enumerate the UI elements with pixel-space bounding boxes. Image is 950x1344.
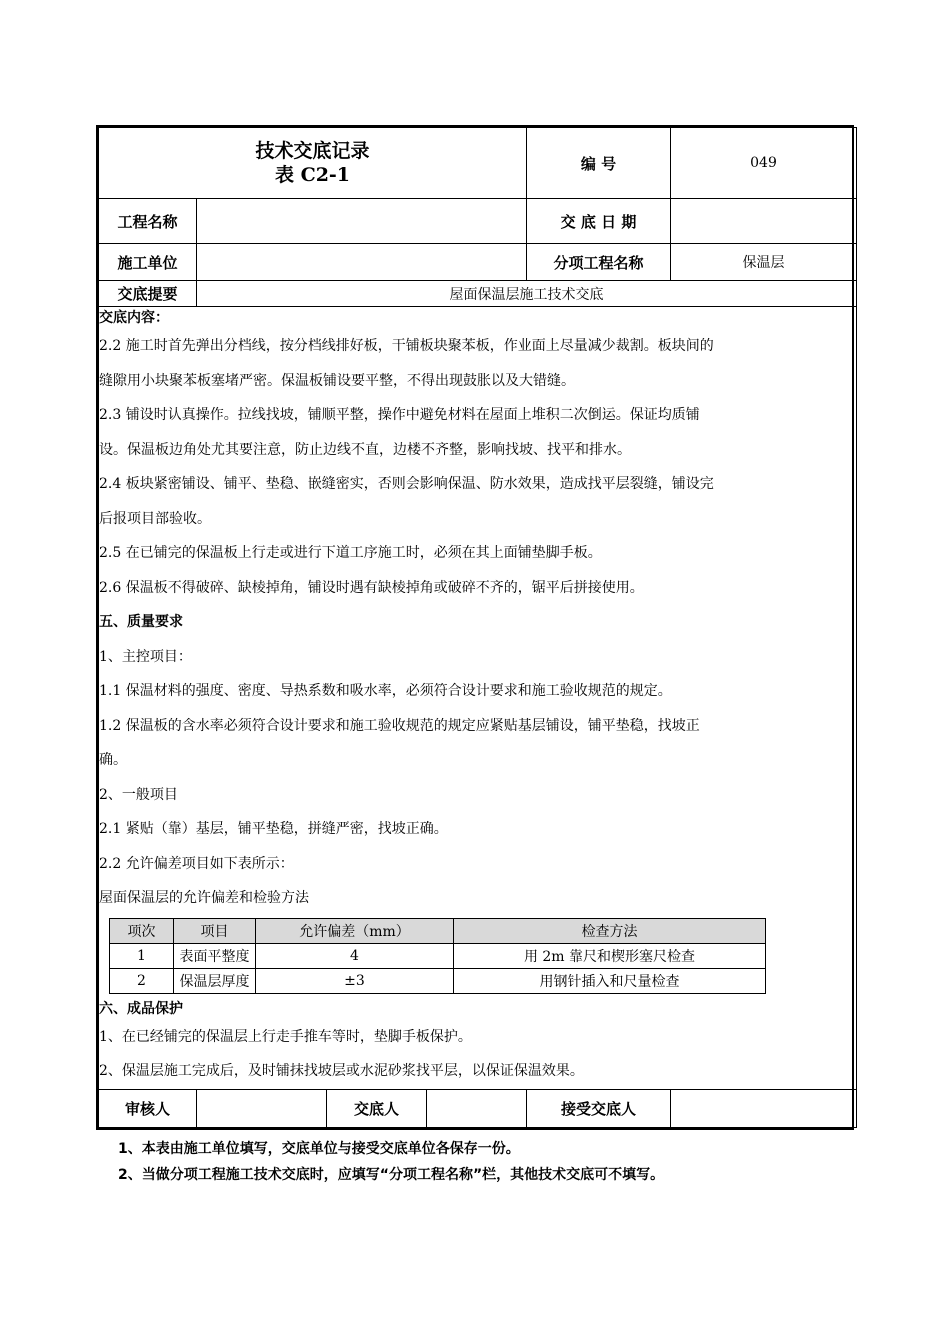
tolerance-header: 项目 <box>174 918 256 943</box>
tolerance-cell: 4 <box>256 943 454 968</box>
unit-field[interactable] <box>197 244 527 281</box>
table-row <box>110 943 766 968</box>
form-title-line1: 技术交底记录 <box>255 140 370 162</box>
disclosure-form <box>96 125 854 1130</box>
paragraph: 1、主控项目： <box>99 648 192 665</box>
footer-notes <box>118 1136 664 1188</box>
paragraph: 2.5 在已铺完的保温板上行走或进行下道工序施工时，必须在其上面铺垫脚手板。 <box>99 545 602 561</box>
tolerance-cell: 保温层厚度 <box>174 968 256 993</box>
paragraph: 后报项目部验收。 <box>99 510 211 527</box>
unit-label: 施工单位 <box>99 244 197 281</box>
paragraph: 2、一般项目 <box>99 786 178 803</box>
note-2: 2、当做分项工程施工技术交底时，应填写“分项工程名称”栏，其他技术交底可不填写。 <box>118 1167 665 1183</box>
section-heading: 六、成品保护 <box>99 1000 183 1017</box>
paragraph: 2.2 施工时首先弹出分档线，按分档线排好板，干铺板块聚苯板，作业面上尽量减少裁割。板块间的 <box>99 338 714 354</box>
date-label: 交 底 日 期 <box>527 199 671 244</box>
paragraph: 2.3 铺设时认真操作。拉线找坡，铺顺平整，操作中避免材料在屋面上堆积二次倒运。保证均质铺 <box>99 407 700 423</box>
paragraph: 1.1 保温材料的强度、密度、导热系数和吸水率，必须符合设计要求和施工验收规范的规定。 <box>99 683 672 699</box>
reviewer-label: 审核人 <box>99 1089 197 1127</box>
tolerance-header: 项次 <box>110 918 174 943</box>
project-name-field[interactable] <box>197 199 527 244</box>
note-1: 1、本表由施工单位填写，交底单位与接受交底单位各保存一份。 <box>118 1141 520 1157</box>
paragraph: 2.6 保温板不得破碎、缺棱掉角，铺设时遇有缺棱掉角或破碎不齐的，锯平后拼接使用。 <box>99 579 644 596</box>
discloser-label: 交底人 <box>327 1089 427 1127</box>
content-heading: 交底内容： <box>99 310 169 326</box>
sub-project-field[interactable]: 保温层 <box>671 244 857 281</box>
disclosure-content <box>99 307 857 1090</box>
paragraph: 2、保温层施工完成后，及时铺抹找坡层或水泥砂浆找平层，以保证保温效果。 <box>99 1063 584 1079</box>
tolerance-cell: 表面平整度 <box>174 943 256 968</box>
paragraph: 2.2 允许偏差项目如下表所示： <box>99 855 294 872</box>
tolerance-cell: 用钢针插入和尺量检查 <box>454 968 766 993</box>
table-caption: 屋面保温层的允许偏差和检验方法 <box>99 890 309 906</box>
summary-field[interactable]: 屋面保温层施工技术交底 <box>197 281 857 307</box>
tolerance-cell: ±3 <box>256 968 454 993</box>
number-label: 编 号 <box>527 128 671 199</box>
reviewer-field[interactable] <box>197 1089 327 1127</box>
discloser-field[interactable] <box>427 1089 527 1127</box>
summary-label: 交底提要 <box>99 281 197 307</box>
paragraph: 1.2 保温板的含水率必须符合设计要求和施工验收规范的规定应紧贴基层铺设，铺平垫稳，找坡正 <box>99 717 700 734</box>
tolerance-table <box>109 918 766 994</box>
number-value[interactable]: 049 <box>671 128 857 199</box>
tolerance-cell: 用 2m 靠尺和楔形塞尺检查 <box>454 943 766 968</box>
paragraph: 确。 <box>99 752 127 768</box>
date-field[interactable] <box>671 199 857 244</box>
form-table <box>98 127 857 1128</box>
tolerance-cell: 1 <box>110 943 174 968</box>
table-row <box>110 968 766 993</box>
receiver-field[interactable] <box>671 1089 857 1127</box>
paragraph: 1、在已经铺完的保温层上行走手推车等时，垫脚手板保护。 <box>99 1028 472 1045</box>
tolerance-cell: 2 <box>110 968 174 993</box>
paragraph: 设。保温板边角处尤其要注意，防止边线不直，边楼不齐整，影响找坡、找平和排水。 <box>99 441 631 458</box>
tolerance-header: 检查方法 <box>454 918 766 943</box>
form-title-line2: 表 C2-1 <box>274 164 351 186</box>
sub-project-label: 分项工程名称 <box>527 244 671 281</box>
tolerance-header: 允许偏差（mm） <box>256 918 454 943</box>
form-title <box>99 128 527 199</box>
project-name-label: 工程名称 <box>99 199 197 244</box>
paragraph: 2.1 紧贴（靠）基层，铺平垫稳，拼缝严密，找坡正确。 <box>99 821 448 837</box>
paragraph: 2.4 板块紧密铺设、铺平、垫稳、嵌缝密实，否则会影响保温、防水效果，造成找平层裂缝，铺设完 <box>99 476 714 492</box>
paragraph: 缝隙用小块聚苯板塞堵严密。保温板铺设要平整，不得出现鼓胀以及大错缝。 <box>99 372 575 389</box>
section-heading: 五、质量要求 <box>99 614 183 630</box>
receiver-label: 接受交底人 <box>527 1089 671 1127</box>
